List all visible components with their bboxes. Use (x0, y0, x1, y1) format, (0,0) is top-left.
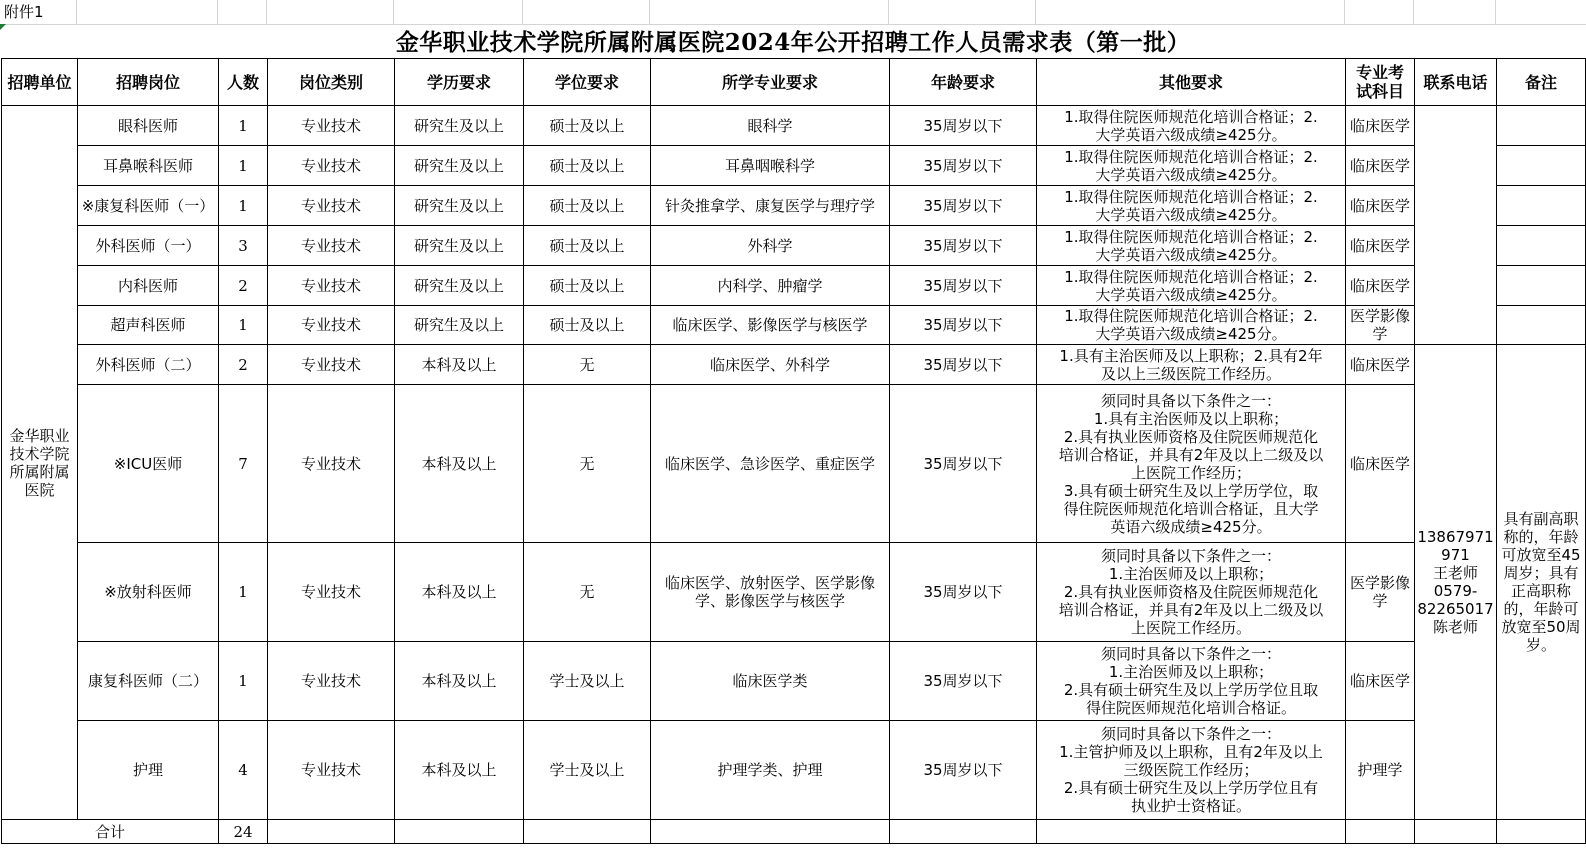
requirement-line: 大学英语六级成绩≥425分。 (1095, 125, 1287, 144)
grid-line (1413, 0, 1414, 24)
count-cell[interactable]: 1 (219, 306, 268, 345)
table-row (2, 345, 1586, 385)
count-cell[interactable]: 2 (219, 266, 268, 306)
category-cell[interactable]: 专业技术 (268, 266, 395, 306)
category-cell[interactable]: 专业技术 (268, 146, 395, 186)
phone-line: 13867971 (1417, 528, 1494, 546)
degree-cell[interactable]: 硕士及以上 (524, 146, 651, 186)
note-cell[interactable] (1497, 146, 1586, 186)
other-requirements-cell[interactable] (1037, 106, 1346, 146)
empty-cell[interactable] (268, 820, 395, 844)
major-cell[interactable]: 临床医学、放射医学、医学影像学、影像医学与核医学 (651, 543, 890, 642)
count-cell[interactable]: 2 (219, 345, 268, 385)
requirement-line: 须同时具备以下条件之一： (1100, 725, 1281, 743)
other-requirements-cell[interactable] (1037, 721, 1346, 820)
note-cell[interactable] (1497, 106, 1586, 146)
header-post[interactable]: 招聘岗位 (78, 59, 219, 106)
exam-cell[interactable]: 医学影像学 (1346, 543, 1415, 642)
grid-line (1495, 0, 1496, 24)
category-cell[interactable]: 专业技术 (268, 543, 395, 642)
degree-cell[interactable]: 硕士及以上 (524, 306, 651, 345)
requirement-line: 3.具有硕士研究生及以上学历学位，取 (1063, 481, 1319, 500)
empty-cell[interactable] (1037, 820, 1346, 844)
requirement-line: 2.具有硕士研究生及以上学历学位且取 (1063, 681, 1319, 699)
degree-cell[interactable]: 学士及以上 (524, 721, 651, 820)
requirement-line: 1.具有主治医师及以上职称；2.具有2年 (1059, 346, 1323, 365)
count-cell[interactable]: 3 (219, 226, 268, 266)
requirement-line: 三级医院工作经历； (1123, 761, 1259, 779)
age-cell[interactable]: 35周岁以下 (890, 266, 1037, 306)
requirement-line: 大学英语六级成绩≥425分。 (1095, 245, 1287, 264)
phone-line: 0579- (1433, 582, 1478, 600)
header-exam-line: 专业考 (1355, 63, 1404, 82)
empty-cell[interactable] (890, 820, 1037, 844)
exam-cell[interactable]: 护理学 (1346, 721, 1415, 820)
requirement-line: 1.主管护师及以上职称，且有2年及以上 (1059, 743, 1323, 761)
requirement-line: 2.具有硕士研究生及以上学历学位且有 (1063, 779, 1319, 797)
major-cell[interactable]: 内科学、肿瘤学 (651, 266, 890, 306)
major-cell[interactable]: 眼科学 (651, 106, 890, 146)
header-exam-line: 试科目 (1355, 82, 1404, 101)
empty-cell[interactable] (395, 820, 524, 844)
exam-cell[interactable]: 临床医学 (1346, 642, 1415, 721)
post-cell[interactable]: 外科医师（二） (78, 345, 219, 385)
grid-line (76, 0, 77, 24)
empty-cell[interactable] (524, 820, 651, 844)
education-cell[interactable]: 本科及以上 (395, 543, 524, 642)
grid-line (266, 0, 267, 24)
table-row (2, 146, 1586, 186)
education-cell[interactable]: 本科及以上 (395, 345, 524, 385)
total-label[interactable]: 合计 (2, 820, 219, 844)
requirement-line: 1.主治医师及以上职称； (1108, 663, 1274, 681)
phone-line: 971 (1441, 546, 1470, 564)
requirement-line: 须同时具备以下条件之一： (1100, 391, 1281, 410)
major-cell[interactable]: 临床医学、急诊医学、重症医学 (651, 385, 890, 543)
major-cell[interactable]: 临床医学、外科学 (651, 345, 890, 385)
total-row (2, 820, 1586, 844)
attachment-label[interactable]: 附件1 (4, 3, 44, 21)
degree-cell[interactable]: 学士及以上 (524, 642, 651, 721)
education-cell[interactable]: 研究生及以上 (395, 146, 524, 186)
age-cell[interactable]: 35周岁以下 (890, 146, 1037, 186)
count-cell[interactable]: 1 (219, 186, 268, 226)
exam-cell[interactable]: 临床医学 (1346, 266, 1415, 306)
post-cell[interactable]: 耳鼻喉科医师 (78, 146, 219, 186)
other-requirements-cell[interactable] (1037, 345, 1346, 385)
education-cell[interactable]: 研究生及以上 (395, 266, 524, 306)
unit-cell[interactable]: 金华职业技术学院所属附属医院 (2, 106, 78, 820)
post-cell[interactable]: ※ICU医师 (78, 385, 219, 543)
category-cell[interactable]: 专业技术 (268, 186, 395, 226)
category-cell[interactable]: 专业技术 (268, 306, 395, 345)
post-cell[interactable]: 内科医师 (78, 266, 219, 306)
table-row (2, 106, 1586, 146)
age-cell[interactable]: 35周岁以下 (890, 721, 1037, 820)
post-cell[interactable]: ※放射科医师 (78, 543, 219, 642)
other-requirements-cell[interactable] (1037, 306, 1346, 345)
grid-line (1344, 0, 1345, 24)
category-cell[interactable]: 专业技术 (268, 106, 395, 146)
grid-line (649, 0, 650, 24)
other-requirements-cell[interactable] (1037, 186, 1346, 226)
other-requirements-cell[interactable] (1037, 226, 1346, 266)
note-cell[interactable] (1497, 226, 1586, 266)
degree-cell[interactable]: 硕士及以上 (524, 186, 651, 226)
empty-cell[interactable] (1497, 820, 1586, 844)
requirement-line: 大学英语六级成绩≥425分。 (1095, 325, 1287, 343)
category-cell[interactable]: 专业技术 (268, 226, 395, 266)
age-cell[interactable]: 35周岁以下 (890, 226, 1037, 266)
exam-cell[interactable]: 临床医学 (1346, 106, 1415, 146)
table-row (2, 226, 1586, 266)
education-cell[interactable]: 本科及以上 (395, 721, 524, 820)
requirement-line: 1.具有主治医师及以上职称； (1093, 409, 1289, 428)
major-cell[interactable]: 针灸推拿学、康复医学与理疗学 (651, 186, 890, 226)
count-cell[interactable]: 1 (219, 642, 268, 721)
requirement-line: 培训合格证，并具有2年及以上二级及以 (1058, 445, 1324, 464)
education-cell[interactable]: 本科及以上 (395, 642, 524, 721)
age-cell[interactable]: 35周岁以下 (890, 345, 1037, 385)
other-requirements-cell[interactable] (1037, 266, 1346, 306)
requirement-line: 大学英语六级成绩≥425分。 (1095, 205, 1287, 224)
major-cell[interactable]: 耳鼻咽喉科学 (651, 146, 890, 186)
other-requirements-cell[interactable] (1037, 543, 1346, 642)
requirement-line: 1.取得住院医师规范化培训合格证；2. (1064, 267, 1318, 286)
table-row (2, 266, 1586, 306)
education-cell[interactable]: 研究生及以上 (395, 306, 524, 345)
category-cell[interactable]: 专业技术 (268, 345, 395, 385)
header-note[interactable]: 备注 (1497, 59, 1586, 106)
age-cell[interactable]: 35周岁以下 (890, 306, 1037, 345)
note-cell[interactable] (1497, 266, 1586, 306)
exam-cell[interactable]: 临床医学 (1346, 385, 1415, 543)
age-cell[interactable]: 35周岁以下 (890, 186, 1037, 226)
age-cell[interactable]: 35周岁以下 (890, 543, 1037, 642)
degree-cell[interactable]: 硕士及以上 (524, 106, 651, 146)
category-cell[interactable]: 专业技术 (268, 721, 395, 820)
header-exam[interactable] (1346, 59, 1415, 106)
requirement-line: 1.取得住院医师规范化培训合格证；2. (1064, 107, 1318, 126)
table-row (2, 306, 1586, 345)
education-cell[interactable]: 本科及以上 (395, 385, 524, 543)
requirement-line: 及以上三级医院工作经历。 (1100, 364, 1281, 383)
recruitment-table (1, 58, 1586, 844)
note-cell[interactable] (1497, 306, 1586, 345)
degree-cell[interactable]: 无 (524, 345, 651, 385)
count-cell[interactable]: 7 (219, 385, 268, 543)
requirement-line: 须同时具备以下条件之一： (1100, 645, 1281, 663)
requirement-line: 上医院工作经历。 (1130, 619, 1251, 637)
count-cell[interactable]: 4 (219, 721, 268, 820)
header-age[interactable]: 年龄要求 (890, 59, 1037, 106)
exam-cell[interactable]: 临床医学 (1346, 146, 1415, 186)
post-cell[interactable]: 外科医师（一） (78, 226, 219, 266)
phone-cell[interactable] (1415, 345, 1497, 820)
count-cell[interactable]: 1 (219, 146, 268, 186)
requirement-line: 须同时具备以下条件之一： (1100, 547, 1281, 565)
category-cell[interactable]: 专业技术 (268, 385, 395, 543)
post-cell[interactable]: 护理 (78, 721, 219, 820)
exam-cell[interactable]: 医学影像学 (1346, 306, 1415, 345)
other-requirements-cell[interactable] (1037, 146, 1346, 186)
requirement-line: 1.取得住院医师规范化培训合格证；2. (1064, 147, 1318, 166)
header-major[interactable]: 所学专业要求 (651, 59, 890, 106)
phone-line: 陈老师 (1432, 618, 1478, 636)
header-degree[interactable]: 学位要求 (524, 59, 651, 106)
attachment-row (0, 0, 1586, 25)
post-cell[interactable]: 康复科医师（二） (78, 642, 219, 721)
table-row (2, 186, 1586, 226)
phone-cell[interactable] (1415, 106, 1497, 345)
count-cell[interactable]: 1 (219, 543, 268, 642)
age-cell[interactable]: 35周岁以下 (890, 385, 1037, 543)
other-requirements-cell[interactable] (1037, 642, 1346, 721)
major-cell[interactable]: 外科学 (651, 226, 890, 266)
grid-line (217, 0, 218, 24)
phone-line: 82265017 (1417, 600, 1494, 618)
empty-cell[interactable] (1415, 820, 1497, 844)
requirement-line: 1.主治医师及以上职称； (1108, 565, 1274, 583)
total-count[interactable]: 24 (219, 820, 268, 844)
major-cell[interactable]: 临床医学类 (651, 642, 890, 721)
major-cell[interactable]: 护理学类、护理 (651, 721, 890, 820)
header-other[interactable]: 其他要求 (1037, 59, 1346, 106)
age-cell[interactable]: 35周岁以下 (890, 642, 1037, 721)
degree-cell[interactable]: 无 (524, 385, 651, 543)
requirement-line: 大学英语六级成绩≥425分。 (1095, 165, 1287, 184)
header-count[interactable]: 人数 (219, 59, 268, 106)
grid-line (393, 0, 394, 24)
requirement-line: 上医院工作经历； (1130, 463, 1251, 482)
grid-line (522, 0, 523, 24)
requirement-line: 培训合格证，并具有2年及以上二级及以 (1058, 601, 1324, 619)
requirement-line: 1.取得住院医师规范化培训合格证；2. (1064, 227, 1318, 246)
degree-cell[interactable]: 无 (524, 543, 651, 642)
table-row (2, 385, 1586, 543)
grid-line (1035, 0, 1036, 24)
table-row (2, 543, 1586, 642)
education-cell[interactable]: 研究生及以上 (395, 226, 524, 266)
exam-cell[interactable]: 临床医学 (1346, 186, 1415, 226)
requirement-line: 大学英语六级成绩≥425分。 (1095, 285, 1287, 304)
degree-cell[interactable]: 硕士及以上 (524, 266, 651, 306)
degree-cell[interactable]: 硕士及以上 (524, 226, 651, 266)
category-cell[interactable]: 专业技术 (268, 642, 395, 721)
table-row (2, 721, 1586, 820)
header-row (2, 59, 1586, 106)
empty-cell[interactable] (651, 820, 890, 844)
requirement-line: 得住院医师规范化培训合格证，且大学 (1063, 499, 1319, 518)
post-cell[interactable]: ※康复科医师（一） (78, 186, 219, 226)
header-phone[interactable]: 联系电话 (1415, 59, 1497, 106)
exam-cell[interactable]: 临床医学 (1346, 345, 1415, 385)
requirement-line: 英语六级成绩≥425分。 (1110, 517, 1272, 536)
post-cell[interactable]: 超声科医师 (78, 306, 219, 345)
empty-cell[interactable] (1346, 820, 1415, 844)
requirement-line: 2.具有执业医师资格及住院医师规范化 (1063, 427, 1319, 446)
requirement-line: 得住院医师规范化培训合格证。 (1085, 699, 1296, 717)
note-cell[interactable] (1497, 186, 1586, 226)
requirement-line: 1.取得住院医师规范化培训合格证；2. (1064, 307, 1318, 325)
header-unit[interactable]: 招聘单位 (2, 59, 78, 106)
table-row (2, 642, 1586, 721)
post-cell[interactable]: 眼科医师 (78, 106, 219, 146)
other-requirements-cell[interactable] (1037, 385, 1346, 543)
count-cell[interactable]: 1 (219, 106, 268, 146)
major-cell[interactable]: 临床医学、影像医学与核医学 (651, 306, 890, 345)
grid-line (888, 0, 889, 24)
phone-line: 王老师 (1432, 564, 1478, 582)
page-title[interactable]: 金华职业技术学院所属附属医院2024年公开招聘工作人员需求表（第一批） (395, 29, 1191, 56)
exam-cell[interactable]: 临床医学 (1346, 226, 1415, 266)
age-cell[interactable]: 35周岁以下 (890, 106, 1037, 146)
education-cell[interactable]: 研究生及以上 (395, 106, 524, 146)
requirement-line: 2.具有执业医师资格及住院医师规范化 (1063, 583, 1319, 601)
requirement-line: 执业护士资格证。 (1130, 797, 1251, 815)
header-category[interactable]: 岗位类别 (268, 59, 395, 106)
education-cell[interactable]: 研究生及以上 (395, 186, 524, 226)
note-cell[interactable]: 具有副高职称的，年龄可放宽至45周岁；具有正高职称的，年龄可放宽至50周岁。 (1497, 345, 1586, 820)
requirement-line: 1.取得住院医师规范化培训合格证；2. (1064, 187, 1318, 206)
header-education[interactable]: 学历要求 (395, 59, 524, 106)
